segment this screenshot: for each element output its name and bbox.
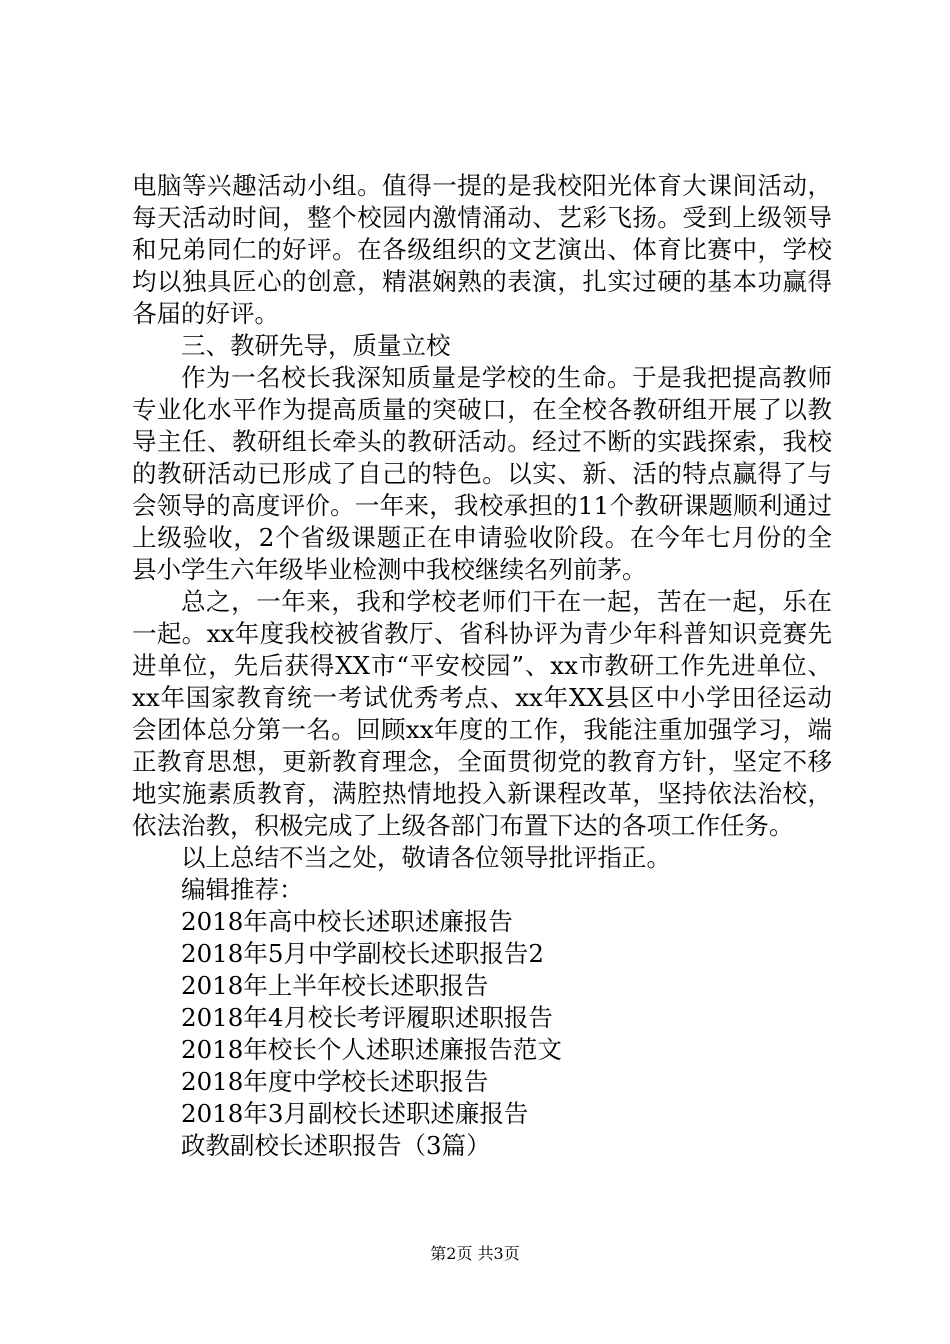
recommend-link[interactable]: 2018年上半年校长述职报告 — [181, 971, 489, 1000]
paragraph-closing: 以上总结不当之处，敬请各位领导批评指正。 — [181, 843, 671, 872]
paragraph-activities: 电脑等兴趣活动小组。值得一提的是我校阳光体育大课间活动，每天活动时间，整个校园内激情涌动、艺彩飞扬。受到上级领导和兄弟同仁的好评。在各级组织的文艺演出、体育比赛中，学校均以独具匠心的创意，精湛娴熟的表演，扎实过硬的基本功赢得各届的好评。 — [132, 171, 832, 328]
section-heading-research: 三、教研先导，质量立校 — [181, 331, 451, 360]
paragraph-research: 作为一名校长我深知质量是学校的生命。于是我把提高教师专业化水平作为提高质量的突破口，在全校各教研组开展了以教导主任、教研组长牵头的教研活动。经过不断的实践探索，我校的教研活动已形成了自己的特色。以实、新、活的特点赢得了与会领导的高度评价。一年来，我校承担的11个教研课题顺利通过上级验收，2个省级课题正在申请验收阶段。在今年七月份的全县小学生六年级毕业检测中我校继续名列前茅。 — [132, 363, 832, 584]
recommend-link[interactable]: 2018年校长个人述职述廉报告范文 — [181, 1035, 562, 1064]
recommend-heading: 编辑推荐： — [181, 875, 304, 904]
recommend-link[interactable]: 政教副校长述职报告（3篇） — [181, 1131, 491, 1160]
page-indicator: 第2页 共3页 — [430, 1244, 520, 1263]
page-footer — [0, 1244, 950, 1264]
paragraph-summary: 总之，一年来，我和学校老师们干在一起，苦在一起，乐在一起。xx年度我校被省教厅、省科协评为青少年科普知识竞赛先进单位，先后获得XX市“平安校园”、xx市教研工作先进单位、xx年国家教育统一考试优秀考点、xx年XX县区中小学田径运动会团体总分第一名。回顾xx年度的工作，我能注重加强学习，端正教育思想，更新教育理念，全面贯彻党的教育方针，坚定不移地实施素质教育，满腔热情地投入新课程改革，坚持依法治校，依法治教，积极完成了上级各部门布置下达的各项工作任务。 — [132, 587, 832, 840]
document-body — [132, 170, 832, 1162]
recommend-link[interactable]: 2018年5月中学副校长述职报告2 — [181, 939, 545, 968]
recommend-link[interactable]: 2018年4月校长考评履职述职报告 — [181, 1003, 553, 1032]
recommend-list — [132, 906, 832, 1162]
recommend-link[interactable]: 2018年度中学校长述职报告 — [181, 1067, 489, 1096]
recommend-link[interactable]: 2018年3月副校长述职述廉报告 — [181, 1099, 529, 1128]
recommend-link[interactable]: 2018年高中校长述职述廉报告 — [181, 907, 513, 936]
